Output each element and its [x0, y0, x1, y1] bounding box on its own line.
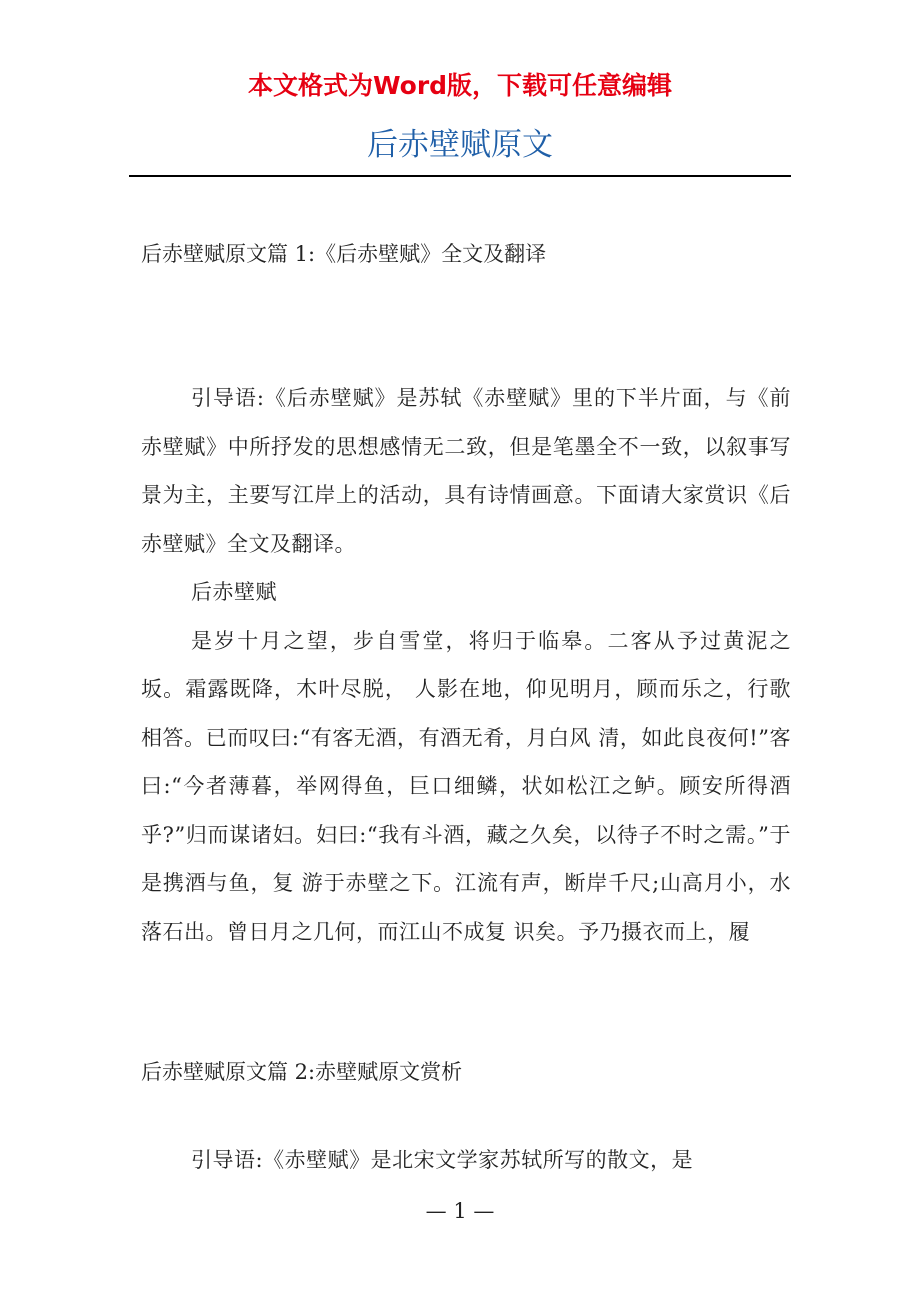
page-title: 后赤壁赋原文: [367, 127, 553, 163]
paragraph-intro-2: 引导语:《赤壁赋》是北宋文学家苏轼所写的散文，是: [191, 1148, 694, 1172]
page-number: — 1 —: [425, 1199, 495, 1223]
section-body-2: [141, 1136, 791, 1185]
title-divider: [129, 175, 791, 177]
paragraph-poem-text: 是岁十月之望，步自雪堂，将归于临皋。二客从予过黄泥之坂。霜露既降，木叶尽脱， 人影在地，仰见明月，顾而乐之，行歌相答。已而叹曰:“有客无酒，有酒无肴，月白风 清，如此良夜何!”客曰:“今者薄暮，举网得鱼，巨口细鳞，状如松江之鲈。顾安所得酒 乎?”归而谋诸妇。妇曰:“我有斗酒，藏之久矣，以待子不时之需。”于是携酒与鱼，复 游于赤壁之下。江流有声，断岸千尺;山高月小，水落石出。曾日月之几何，而江山不成复 识矣。予乃摄衣而上，履: [141, 628, 791, 944]
section-heading-1: 后赤壁赋原文篇 1:《后赤壁赋》全文及翻译: [141, 242, 547, 266]
section-heading-2: 后赤壁赋原文篇 2:赤壁赋原文赏析: [141, 1060, 463, 1084]
download-banner: 本文格式为Word版，下载可任意编辑: [247, 71, 673, 100]
paragraph-poem-title: 后赤壁赋: [191, 580, 277, 604]
section-body-1: [141, 374, 791, 956]
paragraph-intro: 引导语:《后赤壁赋》是苏轼《赤壁赋》里的下半片面，与《前赤壁赋》中所抒发的思想感情无二致，但是笔墨全不一致，以叙事写景为主，主要写江岸上的活动，具有诗情画意。下面请大家赏识《后赤壁赋》全文及翻译。: [141, 386, 791, 556]
